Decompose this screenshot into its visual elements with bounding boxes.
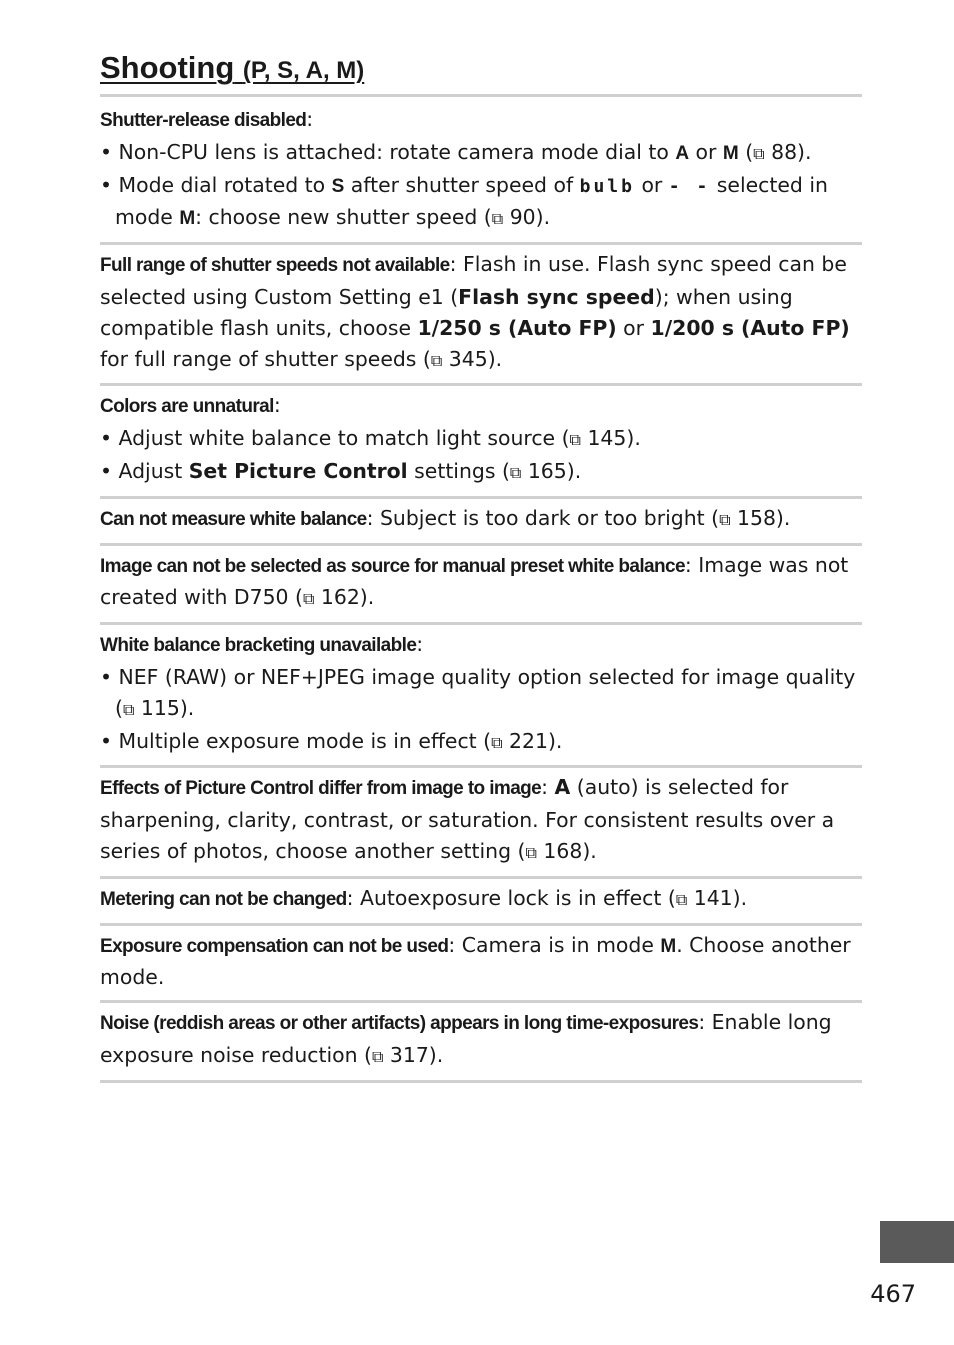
menu-item-name: 1/200 s (Auto FP) bbox=[650, 315, 850, 340]
entry-heading: Image can not be selected as source for manual preset white balance bbox=[100, 555, 685, 577]
entry-heading: Colors are unnatural bbox=[100, 396, 274, 418]
menu-item-name: Set Picture Control bbox=[188, 458, 408, 483]
trouble-entry bbox=[100, 546, 862, 626]
text-run: (auto) is selected for sharpening, clarity, contrast, or saturation. For consistent results over a series of photos, choose another setting ( bbox=[100, 775, 835, 863]
bullet-item: • Multiple exposure mode is in effect (⧉ 221). bbox=[100, 728, 563, 753]
text-run: Multiple exposure mode is in effect ( bbox=[118, 728, 492, 753]
text-run: ). bbox=[535, 205, 551, 230]
text-run: : choose new shutter speed ( bbox=[195, 205, 492, 230]
menu-item-name: 1/250 s (Auto FP) bbox=[417, 315, 617, 340]
troubleshooting-list bbox=[100, 100, 862, 1083]
entry-heading: White balance bracketing unavailable bbox=[100, 635, 417, 657]
page-reference[interactable]: 141 bbox=[693, 885, 733, 910]
text-run: Non-CPU lens is attached: rotate camera mode dial to bbox=[118, 139, 676, 164]
entry-heading: Effects of Picture Control differ from image to image bbox=[100, 778, 542, 800]
section-edge-tab bbox=[880, 1221, 954, 1263]
mode-letter: M bbox=[660, 935, 677, 957]
text-run: or bbox=[689, 139, 723, 164]
page-reference-icon: ⧉ bbox=[569, 430, 581, 450]
page-reference[interactable]: 168 bbox=[543, 838, 583, 863]
text-run: ). bbox=[179, 695, 195, 720]
trouble-entry bbox=[100, 245, 862, 386]
text-run: ). bbox=[359, 585, 375, 610]
title-rule bbox=[100, 94, 862, 97]
mode-letter: M bbox=[179, 208, 196, 230]
mode-letter: A bbox=[675, 142, 690, 164]
entry-heading-line: Shutter-release disabled: bbox=[100, 107, 314, 131]
page-reference[interactable]: 165 bbox=[527, 458, 567, 483]
text-run: : Autoexposure lock is in effect ( bbox=[346, 885, 676, 910]
text-run: ). bbox=[487, 346, 503, 371]
mode-letter: S bbox=[331, 175, 345, 197]
page-reference-icon: ⧉ bbox=[302, 589, 315, 609]
bullet-item: • Non-CPU lens is attached: rotate camera mode dial to A or M (⧉ 88). bbox=[100, 139, 812, 164]
bullet-item: • Adjust white balance to match light source (⧉ 145). bbox=[100, 426, 641, 451]
text-run: ). bbox=[797, 139, 812, 164]
entry-heading: Can not measure white balance bbox=[100, 508, 367, 530]
trouble-entry bbox=[100, 926, 862, 1004]
entry-body bbox=[100, 550, 862, 616]
text-run: ). bbox=[775, 505, 791, 530]
page-reference-icon: ⧉ bbox=[675, 889, 688, 909]
text-run: after shutter speed of bbox=[344, 172, 580, 197]
text-run: ); when using compatible flash units, choose bbox=[100, 284, 793, 340]
text-run: or bbox=[616, 315, 651, 340]
text-run: NEF (RAW) or NEF+JPEG image quality option selected for image quality ( bbox=[115, 664, 856, 720]
page-reference[interactable]: 221 bbox=[509, 728, 548, 753]
entry-heading-line: White balance bracketing unavailable: bbox=[100, 632, 424, 657]
page-reference[interactable]: 90 bbox=[509, 205, 536, 230]
entry-body bbox=[100, 772, 862, 868]
entry-heading: Full range of shutter speeds not available bbox=[100, 255, 450, 277]
page-title-text: Shooting bbox=[100, 50, 235, 85]
page-title-modes: (P, S, A, M) bbox=[242, 57, 365, 84]
text-run: ). bbox=[626, 426, 641, 451]
page-reference-icon: ⧉ bbox=[122, 699, 135, 719]
text-run: ). bbox=[732, 885, 748, 910]
page-reference-icon: ⧉ bbox=[753, 143, 765, 163]
page-title bbox=[100, 46, 364, 93]
trouble-entry bbox=[100, 768, 862, 878]
entry-heading: Shutter-release disabled bbox=[100, 110, 307, 131]
text-run: Adjust white balance to match light source ( bbox=[118, 426, 570, 451]
trouble-entry bbox=[100, 879, 862, 926]
page-reference[interactable]: 317 bbox=[389, 1042, 429, 1067]
trouble-entry bbox=[100, 1003, 862, 1083]
page-reference-icon: ⧉ bbox=[509, 462, 522, 482]
text-run: settings ( bbox=[407, 458, 510, 483]
trouble-entry bbox=[100, 499, 862, 546]
text-run: : Enable long exposure noise reduction ( bbox=[100, 1010, 832, 1067]
text-run: ). bbox=[582, 838, 597, 863]
entry-body bbox=[100, 249, 862, 376]
text-run: : Image was not created with D750 ( bbox=[100, 552, 849, 610]
page-reference-icon: ⧉ bbox=[491, 209, 504, 229]
trouble-entry bbox=[100, 386, 862, 498]
mode-letter: M bbox=[722, 142, 739, 164]
entry-heading: Noise (reddish areas or other artifacts) appears in long time-exposures bbox=[100, 1013, 699, 1035]
entry-body bbox=[100, 883, 862, 916]
text-run: : bbox=[541, 775, 555, 800]
page-reference[interactable]: 145 bbox=[587, 426, 627, 451]
text-run: Adjust bbox=[118, 458, 189, 483]
page-reference[interactable]: 345 bbox=[448, 346, 488, 371]
text-run: ). bbox=[566, 458, 582, 483]
page-reference[interactable]: 162 bbox=[320, 585, 360, 610]
trouble-entry bbox=[100, 625, 862, 768]
lcd-readout: - - bbox=[668, 175, 711, 197]
entry-body bbox=[100, 930, 862, 994]
bullet-item: • Adjust Set Picture Control settings (⧉ 165). bbox=[100, 458, 582, 483]
text-run: ( bbox=[738, 139, 754, 164]
menu-item-name: A bbox=[554, 775, 571, 800]
entry-body bbox=[100, 1007, 862, 1073]
text-run: : Flash in use. Flash sync speed can be selected using Custom Setting e1 ( bbox=[100, 252, 847, 309]
entry-heading-line: Colors are unnatural: bbox=[100, 393, 281, 418]
trouble-entry bbox=[100, 100, 862, 245]
entry-heading: Exposure compensation can not be used bbox=[100, 935, 449, 957]
bullet-item: • NEF (RAW) or NEF+JPEG image quality option selected for image quality (⧉ 115). bbox=[100, 664, 856, 720]
page-reference[interactable]: 158 bbox=[737, 505, 776, 530]
page-reference[interactable]: 88 bbox=[771, 139, 798, 164]
text-run: for full range of shutter speeds ( bbox=[100, 346, 431, 371]
page-reference-icon: ⧉ bbox=[371, 1046, 384, 1066]
text-run: selected in mode bbox=[115, 172, 828, 230]
text-run: . Choose another mode. bbox=[100, 932, 851, 990]
page-reference-icon: ⧉ bbox=[525, 842, 537, 862]
text-run: or bbox=[634, 172, 669, 197]
page-reference-icon: ⧉ bbox=[719, 509, 731, 529]
page-number: 467 bbox=[870, 1280, 916, 1308]
entry-heading: Metering can not be changed bbox=[100, 888, 347, 910]
text-run: : Subject is too dark or too bright ( bbox=[366, 505, 720, 530]
page-reference[interactable]: 115 bbox=[140, 695, 180, 720]
text-run: : Camera is in mode bbox=[448, 932, 661, 957]
text-run: ). bbox=[547, 728, 563, 753]
text-run: Mode dial rotated to bbox=[118, 172, 332, 197]
text-run: ). bbox=[428, 1042, 444, 1067]
page-reference-icon: ⧉ bbox=[430, 350, 443, 370]
entry-body bbox=[100, 503, 862, 536]
menu-item-name: Flash sync speed bbox=[458, 284, 655, 309]
lcd-readout: bulb bbox=[579, 175, 635, 197]
bullet-item: • Mode dial rotated to S after shutter speed of bulb or - - selected in mode M: choose new shutter speed (⧉ 90). bbox=[100, 172, 828, 230]
page-reference-icon: ⧉ bbox=[491, 732, 503, 752]
